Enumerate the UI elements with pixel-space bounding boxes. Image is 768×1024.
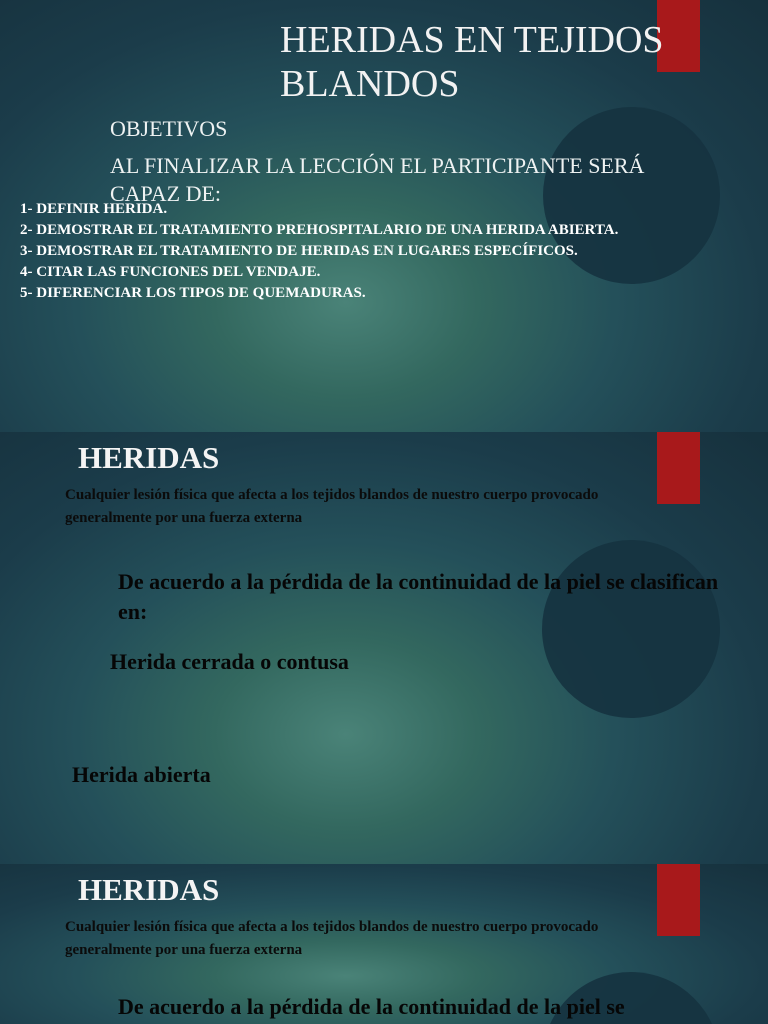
definition-line: Cualquier lesión física que afecta a los tejidos blandos de nuestro cuerpo provocado (65, 919, 599, 935)
wound-type-open: Herida abierta (72, 762, 211, 787)
definition-line: Cualquier lesión física que afecta a los tejidos blandos de nuestro cuerpo provocado (65, 487, 599, 503)
slide-title: HERIDAS EN TEJIDOS BLANDOS (280, 19, 664, 105)
definition-text (65, 484, 665, 530)
section-heading: HERIDAS (78, 872, 220, 907)
objectives-label: OBJETIVOS (110, 116, 228, 141)
section-heading: HERIDAS (78, 440, 220, 475)
definition-line: generalmente por una fuerza externa (65, 942, 303, 958)
classification-text: De acuerdo a la pérdida de la continuidad de la piel se (118, 994, 625, 1019)
list-item: 2- DEMOSTRAR EL TRATAMIENTO PREHOSPITALARIO DE UNA HERIDA ABIERTA. (20, 222, 619, 238)
slide-2 (0, 432, 768, 864)
list-item: 3- DEMOSTRAR EL TRATAMIENTO DE HERIDAS EN LUGARES ESPECÍFICOS. (20, 243, 578, 259)
slide-1 (0, 0, 768, 432)
classification-text: De acuerdo a la pérdida de la continuidad de la piel se clasifican en: (118, 569, 719, 624)
definition-text (65, 916, 665, 962)
list-item: 1- DEFINIR HERIDA. (20, 201, 168, 217)
objectives-intro: AL FINALIZAR LA LECCIÓN EL PARTICIPANTE SERÁ CAPAZ DE: (110, 153, 645, 206)
list-item: 4- CITAR LAS FUNCIONES DEL VENDAJE. (20, 264, 321, 280)
objectives-list (20, 199, 640, 304)
wound-type-closed: Herida cerrada o contusa (110, 649, 349, 674)
slide-3 (0, 864, 768, 1024)
definition-line: generalmente por una fuerza externa (65, 510, 303, 526)
list-item: 5- DIFERENCIAR LOS TIPOS DE QUEMADURAS. (20, 285, 366, 301)
